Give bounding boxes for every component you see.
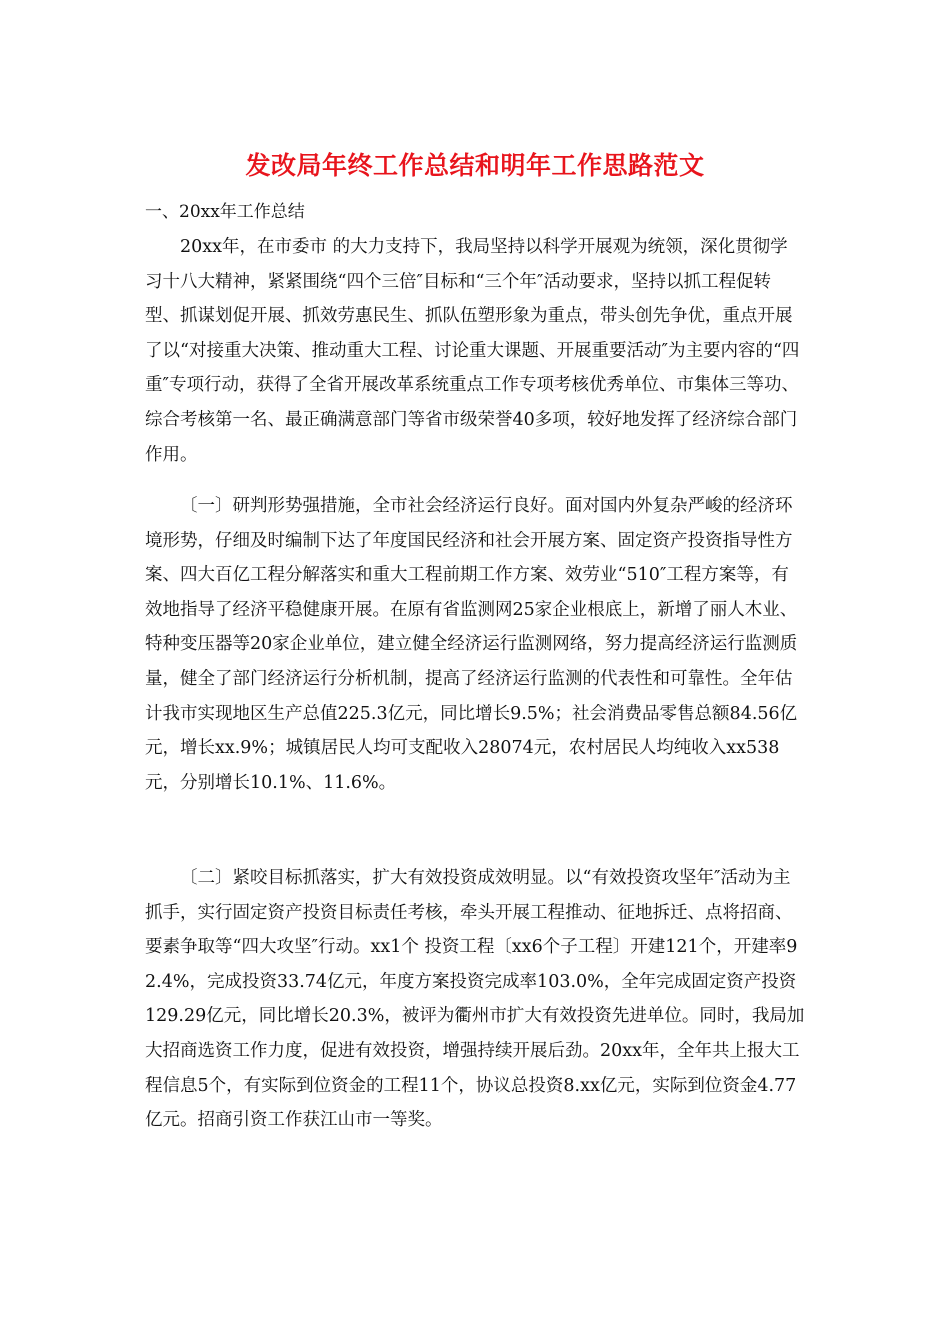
section-heading: 一、20xx年工作总结 [145, 202, 305, 222]
paragraph-block-2 [145, 489, 805, 800]
paragraph: 〔一〕研判形势强措施，全市社会经济运行良好。面对国内外复杂严峻的经济环境形势，仔细及时编制下达了年度国民经济和社会开展方案、固定资产投资指导性方案、四大百亿工程分解落实和重大工程前期工作方案、效劳业“510″工程方案等，有效地指导了经济平稳健康开展。在原有省监测网25家企业根底上，新增了丽人木业、特种变压器等20家企业单位，建立健全经济运行监测网络，努力提高经济运行监测质量，健全了部门经济运行分析机制，提高了经济运行监测的代表性和可靠性。全年估计我市实现地区生产总值225.3亿元，同比增长9.5%；社会消费品零售总额84.56亿元，增长xx.9%；城镇居民人均可支配收入28074元，农村居民人均纯收入xx538元，分别增长10.1%、11.6%。 [145, 496, 798, 793]
paragraph-block-1 [145, 230, 805, 472]
paragraph: 〔二〕紧咬目标抓落实，扩大有效投资成效明显。以“有效投资攻坚年″活动为主抓手，实行固定资产投资目标责任考核，牵头开展工程推动、征地拆迁、点将招商、要素争取等“四大攻坚″行动。xx1个 投资工程〔xx6个子工程〕开建121个，开建率92.4%，完成投资33.74亿元，年度方案投资完成率103.0%，全年完成固定资产投资129.29亿元，同比增长20.3%，被评为衢州市扩大有效投资先进单位。同时，我局加大招商选资工作力度，促进有效投资，增强持续开展后劲。20xx年，全年共上报大工程信息5个，有实际到位资金的工程11个，协议总投资8.xx亿元，实际到位资金4.77亿元。招商引资工作获江山市一等奖。 [145, 868, 805, 1131]
paragraph: 20xx年，在市委市 的大力支持下，我局坚持以科学开展观为统领，深化贯彻学习十八大精神，紧紧围绕“四个三倍″目标和“三个年″活动要求，坚持以抓工程促转型、抓谋划促开展、抓效劳惠民生、抓队伍塑形象为重点，带头创先争优，重点开展了以“对接重大决策、推动重大工程、讨论重大课题、开展重要活动″为主要内容的“四重″专项行动，获得了全省开展改革系统重点工作专项考核优秀单位、市集体三等功、综合考核第一名、最正确满意部门等省市级荣誉40多项，较好地发挥了经济综合部门作用。 [145, 237, 800, 465]
paragraph-block-3 [145, 861, 805, 1138]
document-title: 发改局年终工作总结和明年工作思路范文 [245, 151, 705, 180]
